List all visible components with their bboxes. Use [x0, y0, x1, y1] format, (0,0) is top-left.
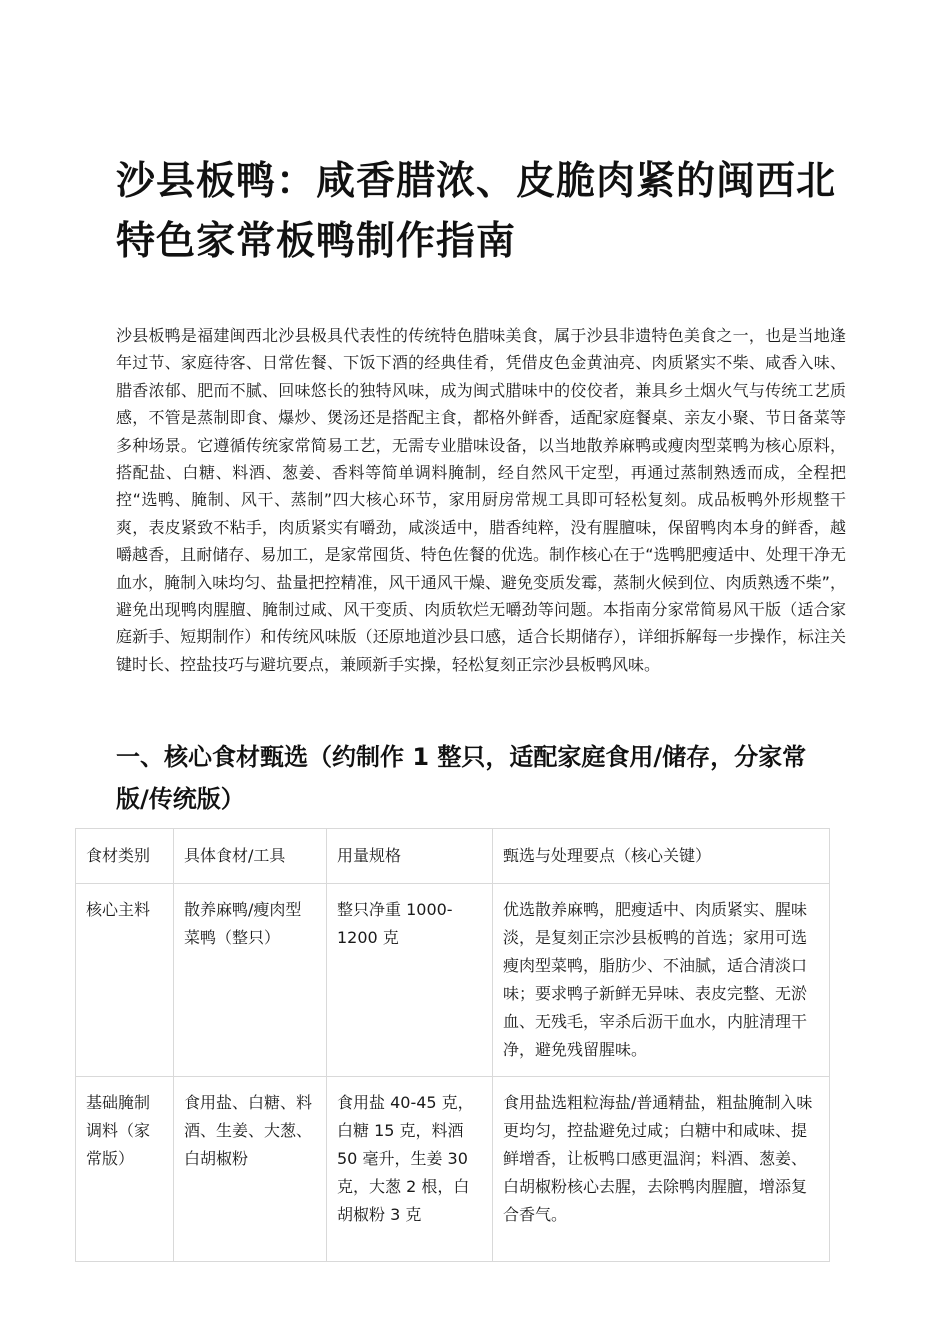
cell-item: 食用盐、白糖、料酒、生姜、大葱、白胡椒粉: [174, 1077, 327, 1262]
cell-amount: 食用盐 40-45 克，白糖 15 克，料酒 50 毫升，生姜 30 克，大葱 2 根，白胡椒粉 3 克: [327, 1077, 493, 1262]
table-row: [76, 884, 830, 1077]
cell-notes: 优选散养麻鸭，肥瘦适中、肉质紧实、腥味淡，是复刻正宗沙县板鸭的首选；家用可选瘦肉型菜鸭，脂肪少、不油腻，适合清淡口味；要求鸭子新鲜无异味、表皮完整、无淤血、无残毛，宰杀后沥干血水，内脏清理干净，避免残留腥味。: [493, 884, 830, 1077]
column-header-item: 具体食材/工具: [174, 829, 327, 884]
cell-notes: 食用盐选粗粒海盐/普通精盐，粗盐腌制入味更均匀，控盐避免过咸；白糖中和咸味、提鲜增香，让板鸭口感更温润；料酒、葱姜、白胡椒粉核心去腥，去除鸭肉腥膻，增添复合香气。: [493, 1077, 830, 1262]
column-header-notes: 甄选与处理要点（核心关键）: [493, 829, 830, 884]
section-heading-ingredients: 一、核心食材甄选（约制作 1 整只，适配家庭食用/储存，分家常版/传统版）: [116, 743, 807, 813]
table-row: [76, 1077, 830, 1262]
cell-category: 核心主料: [76, 884, 174, 1077]
cell-category: 基础腌制调料（家常版）: [76, 1077, 174, 1262]
column-header-category: 食材类别: [76, 829, 174, 884]
column-header-amount: 用量规格: [327, 829, 493, 884]
cell-item: 散养麻鸭/瘦肉型菜鸭（整只）: [174, 884, 327, 1077]
table-header-row: [76, 829, 830, 884]
cell-amount: 整只净重 1000-1200 克: [327, 884, 493, 1077]
ingredients-table-container: [75, 828, 829, 1224]
ingredients-table: [75, 828, 830, 1262]
document-title: 沙县板鸭：咸香腊浓、皮脆肉紧的闽西北特色家常板鸭制作指南: [116, 159, 837, 264]
intro-paragraph: 沙县板鸭是福建闽西北沙县极具代表性的传统特色腊味美食，属于沙县非遗特色美食之一，也是当地逢年过节、家庭待客、日常佐餐、下饭下酒的经典佳肴，凭借皮色金黄油亮、肉质紧实不柴、咸香入味、腊香浓郁、肥而不腻、回味悠长的独特风味，成为闽式腊味中的佼佼者，兼具乡土烟火气与传统工艺质感，不管是蒸制即食、爆炒、煲汤还是搭配主食，都格外鲜香，适配家庭餐桌、亲友小聚、节日备菜等多种场景。它遵循传统家常简易工艺，无需专业腊味设备，以当地散养麻鸭或瘦肉型菜鸭为核心原料，搭配盐、白糖、料酒、葱姜、香料等简单调料腌制，经自然风干定型，再通过蒸制熟透而成，全程把控“选鸭、腌制、风干、蒸制”四大核心环节，家用厨房常规工具即可轻松复刻。成品板鸭外形规整干爽，表皮紧致不粘手，肉质紧实有嚼劲，咸淡适中，腊香纯粹，没有腥膻味，保留鸭肉本身的鲜香，越嚼越香，且耐储存、易加工，是家常囤货、特色佐餐的优选。制作核心在于“选鸭肥瘦适中、处理干净无血水，腌制入味均匀、盐量把控精准，风干通风干燥、避免变质发霉，蒸制火候到位、肉质熟透不柴”，避免出现鸭肉腥膻、腌制过咸、风干变质、肉质软烂无嚼劲等问题。本指南分家常简易风干版（适合家庭新手、短期制作）和传统风味版（还原地道沙县口感，适合长期储存），详细拆解每一步操作，标注关键时长、控盐技巧与避坑要点，兼顾新手实操，轻松复刻正宗沙县板鸭风味。: [116, 326, 846, 674]
